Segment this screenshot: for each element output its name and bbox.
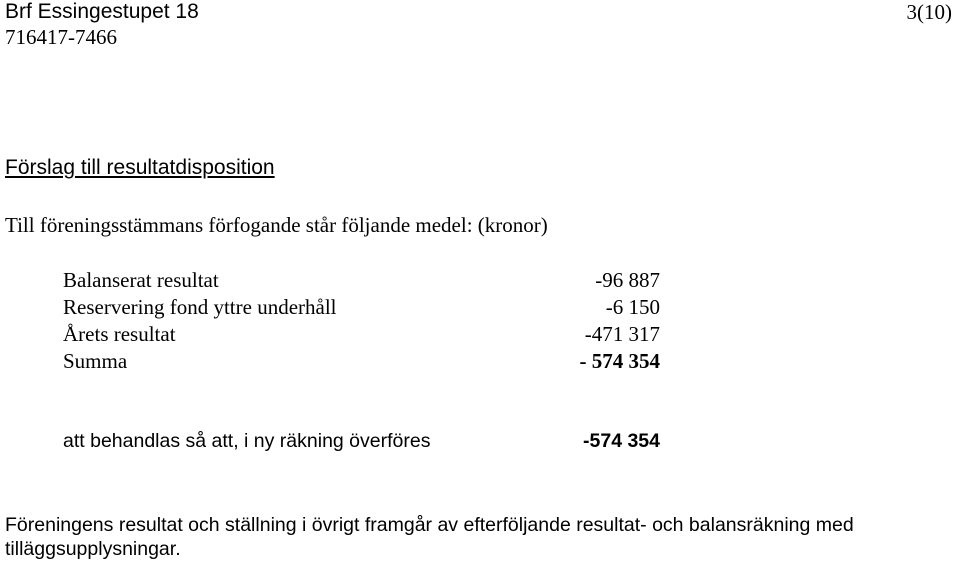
intro-text: Till föreningsstämmans förfogande står följande medel: (kronor) bbox=[5, 213, 548, 237]
organization-number: 716417-7466 bbox=[5, 25, 117, 49]
row-label: Reservering fond yttre underhåll bbox=[63, 295, 337, 319]
carry-forward-label: att behandlas så att, i ny räkning överföres bbox=[63, 430, 431, 452]
page-indicator: 3(10) bbox=[906, 0, 952, 24]
row-label: Balanserat resultat bbox=[63, 268, 219, 292]
row-value: -471 317 bbox=[584, 322, 660, 346]
section-title: Förslag till resultatdisposition bbox=[5, 156, 275, 179]
row-value: -6 150 bbox=[605, 295, 660, 319]
carry-forward-value: -574 354 bbox=[583, 430, 660, 452]
row-value: -96 887 bbox=[595, 268, 660, 292]
organization-name: Brf Essingestupet 18 bbox=[5, 0, 199, 23]
footer-paragraph: Föreningens resultat och ställning i övrigt framgår av efterföljande resultat- och balansräkning med tilläggsupplysningar. bbox=[5, 514, 854, 560]
row-label: Årets resultat bbox=[63, 322, 176, 346]
summa-label: Summa bbox=[63, 349, 128, 373]
summa-value: - 574 354 bbox=[579, 349, 660, 373]
